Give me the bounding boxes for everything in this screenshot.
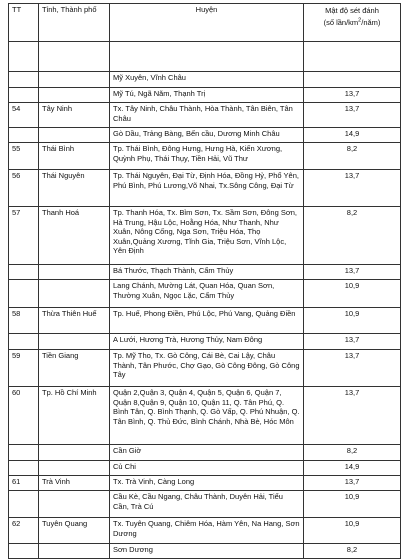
row-tt-cell [9,544,39,559]
table-row [9,143,401,170]
row-tt-cell [9,128,39,143]
table-row [9,387,401,445]
table-row [9,265,401,280]
row-tt-cell: 59 [9,350,39,387]
row-density-cell: 10,9 [304,518,401,544]
header-density-line1: Mật độ sét đánh [325,6,379,15]
row-province-cell [39,280,110,308]
lightning-density-table [8,3,401,559]
header-tt: TT [9,4,39,42]
row-tt-cell [9,265,39,280]
table-row [9,280,401,308]
row-province-cell [39,491,110,518]
row-province-cell [39,544,110,559]
row-density-cell [304,72,401,88]
row-density-cell: 10,9 [304,491,401,518]
table-row [9,544,401,559]
row-district-cell: Mỹ Xuyên, Vĩnh Châu [110,72,304,88]
table-row [9,72,401,88]
row-district-cell: Tp. Thanh Hóa, Tx. Bỉm Sơn, Tx. Sầm Sơn, Đông Sơn, Hà Trung, Hậu Lộc, Hoằng Hóa, Như Thanh, Như Xuân, Nông Cống, Nga Sơn, Triệu Hóa, Thọ Xuân,Quảng Xương, Tĩnh Gia, Triệu Sơn, Vĩnh Lộc, Yên Định [110,207,304,265]
row-density-cell: 14,9 [304,128,401,143]
row-density-cell: 8,2 [304,143,401,170]
row-density-cell: 10,9 [304,280,401,308]
row-tt-cell [9,491,39,518]
table-row [9,42,401,72]
row-district-cell: A Lưới, Hương Trà, Hương Thủy, Nam Đông [110,334,304,350]
row-density-cell: 14,9 [304,461,401,476]
table-row [9,445,401,461]
table-row [9,88,401,103]
row-district-cell: Tp. Thái Nguyên, Đại Từ, Định Hóa, Đồng Hỷ, Phổ Yên, Phú Bình, Phú Lương,Võ Nhai, Tx.Sông Công, Đại Từ [110,170,304,207]
row-district-cell [110,42,304,72]
table-row [9,170,401,207]
row-density-cell: 8,2 [304,207,401,265]
table-row [9,518,401,544]
row-province-cell: Thanh Hoá [39,207,110,265]
table-row [9,103,401,128]
row-tt-cell: 62 [9,518,39,544]
table-body [9,42,401,559]
row-province-cell: Trà Vinh [39,476,110,491]
row-province-cell [39,42,110,72]
row-district-cell: Tx. Tây Ninh, Châu Thành, Hòa Thành, Tân Biên, Tân Châu [110,103,304,128]
table-row [9,461,401,476]
row-tt-cell [9,280,39,308]
row-province-cell: Thái Bình [39,143,110,170]
row-district-cell: Quận 2,Quận 3, Quận 4, Quận 5, Quận 6, Quận 7, Quận 8,Quận 9, Quận 10, Quận 11, Q. Tân Phú, Q. Bình Tân, Q. Bình Thạnh, Q. Gò Vấp, Q. Phú Nhuận, Q. Tân Bình, Q. Thủ Đức, Bình Chánh, Nhà Bè, Hóc Môn [110,387,304,445]
row-tt-cell: 57 [9,207,39,265]
row-density-cell: 13,7 [304,88,401,103]
row-density-cell: 13,7 [304,387,401,445]
table-row [9,491,401,518]
row-district-cell: Tp. Huế, Phong Điền, Phú Lộc, Phú Vang, Quảng Điền [110,308,304,334]
table-header-row [9,4,401,42]
row-district-cell: Gò Dầu, Trảng Bàng, Bến cầu, Dương Minh Châu [110,128,304,143]
row-tt-cell [9,42,39,72]
row-district-cell: Tx. Trà Vinh, Càng Long [110,476,304,491]
header-density-line2-pre: (số lần/km [323,18,359,27]
table-row [9,128,401,143]
table-row [9,334,401,350]
row-density-cell: 13,7 [304,170,401,207]
header-province: Tỉnh, Thành phố [39,4,110,42]
row-density-cell: 13,7 [304,265,401,280]
row-tt-cell [9,334,39,350]
row-province-cell: Thừa Thiên Huế [39,308,110,334]
row-province-cell: Tây Ninh [39,103,110,128]
row-density-cell [304,42,401,72]
row-tt-cell: 58 [9,308,39,334]
row-province-cell [39,334,110,350]
row-district-cell: Tp. Thái Bình, Đông Hưng, Hưng Hà, Kiến Xương, Quỳnh Phụ, Thái Thụy, Tiền Hải, Vũ Thư [110,143,304,170]
row-tt-cell: 54 [9,103,39,128]
table-row [9,308,401,334]
row-tt-cell [9,461,39,476]
row-province-cell [39,461,110,476]
header-density-line2-post: /năm) [361,18,381,27]
row-province-cell [39,88,110,103]
table-row [9,207,401,265]
row-density-cell: 10,9 [304,308,401,334]
table-row [9,476,401,491]
row-district-cell: Mỹ Tú, Ngã Năm, Thạnh Trị [110,88,304,103]
header-district: Huyện [110,4,304,42]
row-density-cell: 13,7 [304,103,401,128]
row-province-cell [39,445,110,461]
row-density-cell: 8,2 [304,445,401,461]
row-density-cell: 13,7 [304,476,401,491]
row-province-cell: Tuyên Quang [39,518,110,544]
row-district-cell: Tp. Mỹ Tho, Tx. Gò Công, Cái Bè, Cai Lậy, Châu Thành, Tân Phước, Chợ Gạo, Gò Công Đông, Gò Công Tây [110,350,304,387]
row-province-cell: Tiền Giang [39,350,110,387]
row-province-cell [39,128,110,143]
row-density-cell: 13,7 [304,350,401,387]
row-district-cell: Tx. Tuyên Quang, Chiêm Hóa, Hàm Yên, Na Hang, Sơn Dương [110,518,304,544]
row-tt-cell: 61 [9,476,39,491]
row-district-cell: Bá Thước, Thạch Thành, Cẩm Thủy [110,265,304,280]
row-province-cell [39,265,110,280]
row-province-cell [39,72,110,88]
row-density-cell: 13,7 [304,334,401,350]
row-province-cell: Tp. Hồ Chí Minh [39,387,110,445]
row-tt-cell: 55 [9,143,39,170]
header-density-line2-sup: 2 [358,17,362,24]
row-tt-cell: 56 [9,170,39,207]
table-row [9,350,401,387]
row-district-cell: Lang Chánh, Mường Lát, Quan Hóa, Quan Sơn, Thường Xuân, Ngọc Lặc, Cẩm Thủy [110,280,304,308]
row-tt-cell: 60 [9,387,39,445]
row-tt-cell [9,445,39,461]
row-district-cell: Sơn Dương [110,544,304,559]
row-district-cell: Cần Giờ [110,445,304,461]
row-density-cell: 8,2 [304,544,401,559]
row-tt-cell [9,88,39,103]
row-tt-cell [9,72,39,88]
header-density [304,4,401,42]
row-province-cell: Thái Nguyên [39,170,110,207]
row-district-cell: Cầu Kè, Cầu Ngang, Châu Thành, Duyên Hải, Tiểu Cần, Trà Cú [110,491,304,518]
row-district-cell: Củ Chi [110,461,304,476]
